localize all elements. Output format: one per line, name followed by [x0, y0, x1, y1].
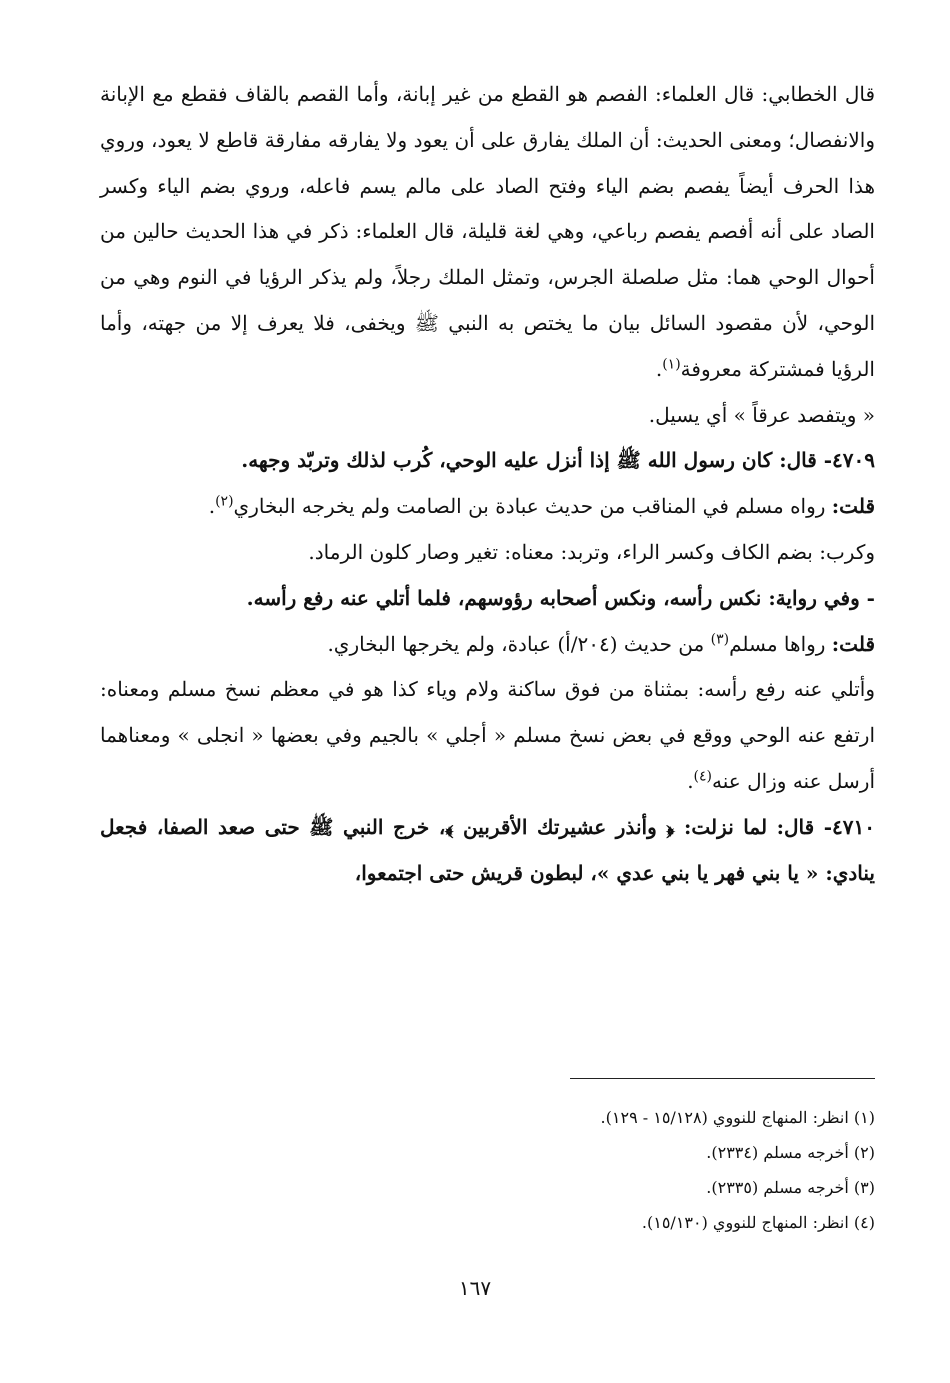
hadith-4710: ٤٧١٠- قال: لما نزلت: ﴿ وأنذر عشيرتك الأقربين ﴾، خرج النبي ﷺ حتى صعد الصفا، فجعل ينادي: « يا بني فهر يا بني عدي »، لبطون قريش حتى اجتمعوا، — [100, 814, 875, 885]
footnote-divider — [570, 1078, 875, 1079]
footnote-ref: (٣) — [710, 630, 730, 647]
footnote-ref: (٢) — [215, 493, 234, 510]
paragraph-utliya: وأتلي عنه رفع رأسه: بمثناة من فوق ساكنة ولام وياء كذا هو في معظم نسخ مسلم ومعناه: ارتفع عنه الوحي ووقع في بعض نسخ مسلم « أجلي » بالجيم وفي بعضها « انجلى » ومعناهما أرسل عنه وزال عنه$^{(٤)}$. — [100, 677, 875, 793]
hadith-4709: ٤٧٠٩- قال: كان رسول الله ﷺ إذا أنزل عليه الوحي، كُرب لذلك وتربّد وجهه. — [241, 448, 875, 473]
qultu-label: قلت: — [831, 494, 875, 519]
page-number: ١٦٧ — [458, 1276, 492, 1300]
main-text — [100, 72, 875, 896]
footnote-2: (٢) أخرجه مسلم (٢٣٣٤). — [706, 1143, 875, 1162]
paragraph-qultu-2: قلت: رواها مسلم$^{(٣)}$ من حديث (٢٠٤/أ) عبادة، ولم يخرجها البخاري. — [327, 630, 875, 656]
footnote-1: (١) انظر: المنهاج للنووي (١٥/١٢٨ - ١٢٩). — [600, 1108, 875, 1127]
qultu-label: قلت: — [831, 631, 875, 656]
footnote-ref: (١) — [662, 356, 681, 373]
footnote-4: (٤) انظر: المنهاج للنووي (١٥/١٣٠). — [641, 1213, 875, 1232]
footnote-ref: (٤) — [693, 768, 713, 785]
footnote-3: (٣) أخرجه مسلم (٢٣٣٥). — [706, 1178, 875, 1197]
paragraph-qultu-1: قلت: رواه مسلم في المناقب من حديث عبادة بن الصامت ولم يخرجه البخاري$^{(٢)}$. — [208, 493, 875, 519]
footnotes — [300, 1100, 875, 1240]
paragraph-yatafassad: « ويتفصد عرقاً » أي يسيل. — [648, 402, 875, 427]
paragraph-khattabi: قال الخطابي: قال العلماء: الفصم هو القطع من غير إبانة، وأما القصم بالقاف فقطع مع الإبانة والانفصال؛ ومعنى الحديث: أن الملك يفارق على أن يعود ولا يفارقه مفارقة قاطع لا يعود، وروي هذا الحرف أيضاً يفصم بضم الياء وفتح الصاد على مالم يسم فاعله، وروي بضم الياء وكسر الصاد على أنه أفصم يفصم رباعي، وهي لغة قليلة، قال العلماء: ذكر في هذا الحديث حالين من أحوال الوحي هما: مثل صلصلة الجرس، وتمثل الملك رجلاً، ولم يذكر الرؤيا في النوم وهي من الوحي، لأن مقصود السائل بيان ما يختص به النبي ﷺ ويخفى، فلا يعرف إلا من جهته، وأما الرؤيا فمشتركة معروفة$^{(١)}$. — [100, 82, 875, 381]
riwaya-line: - وفي رواية: نكس رأسه، ونكس أصحابه رؤوسهم، فلما أتلي عنه رفع رأسه. — [246, 585, 875, 610]
paragraph-karab: وكرب: بضم الكاف وكسر الراء، وتربد: معناه: تغير وصار كلون الرماد. — [308, 539, 875, 564]
